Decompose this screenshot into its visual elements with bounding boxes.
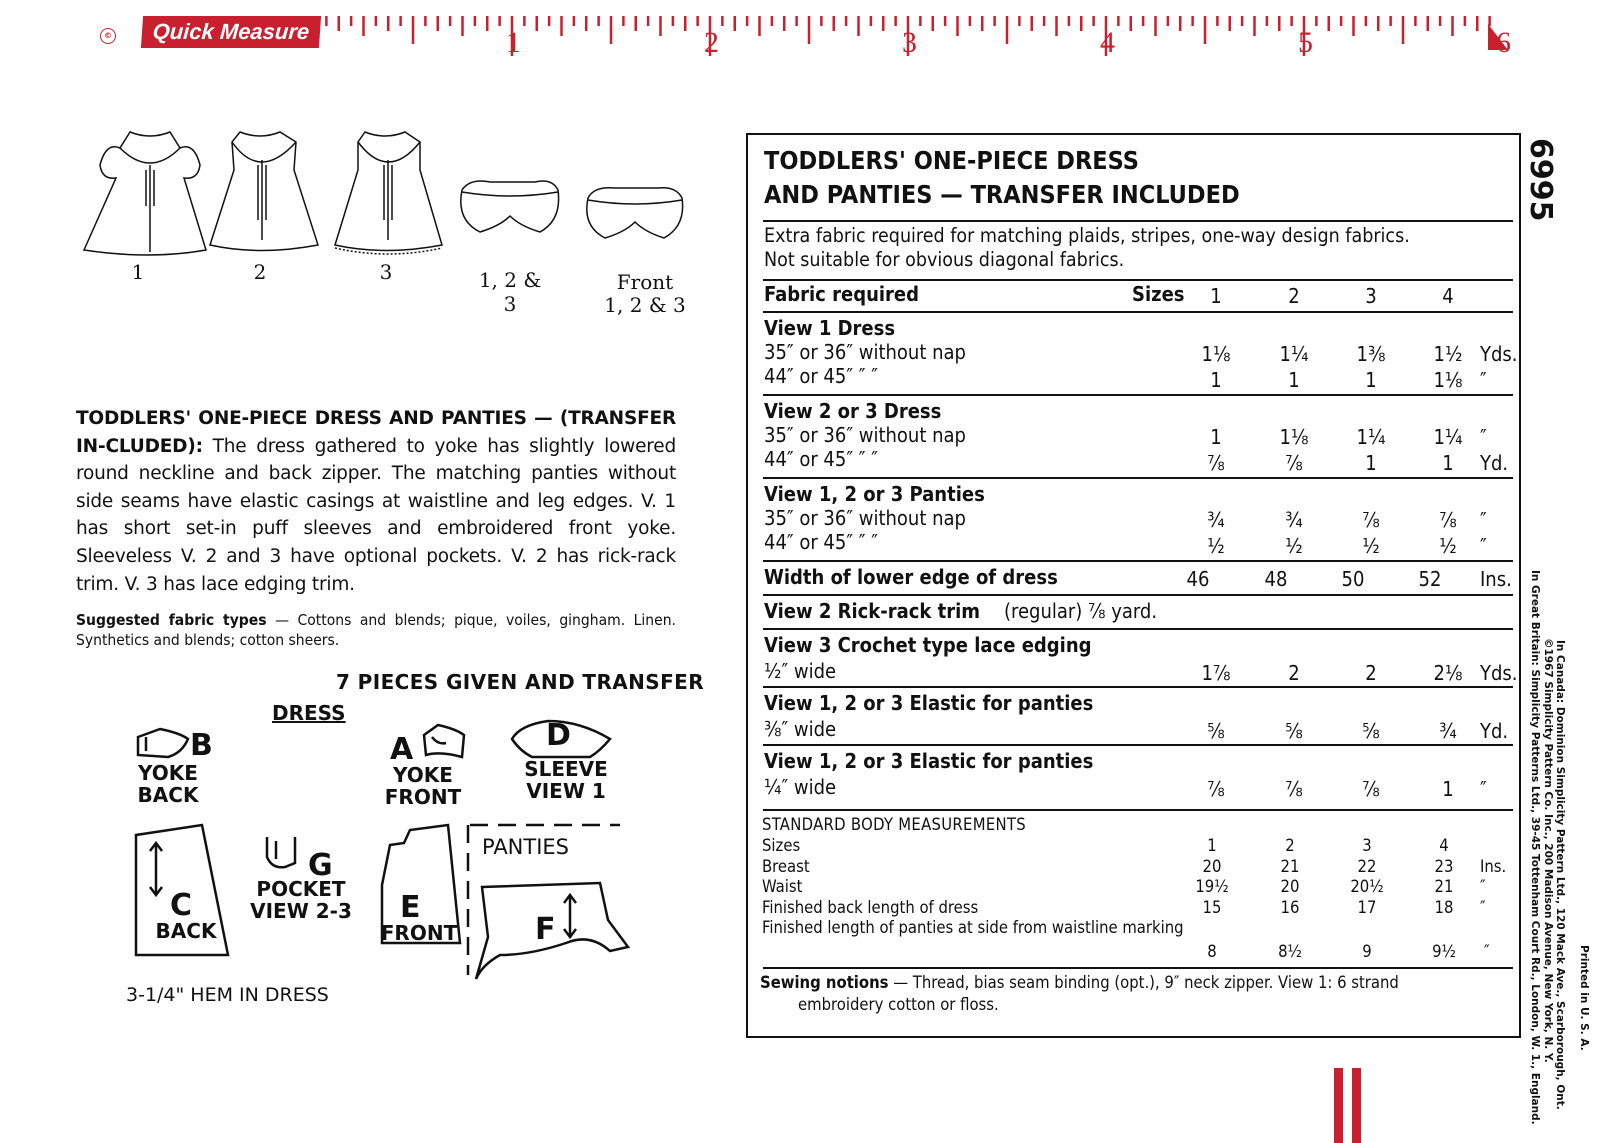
view-label-front-123: 1, 2 & 3: [604, 293, 686, 317]
waist-unit: ″: [1480, 877, 1486, 896]
lace-title: View 3 Crochet type lace edging: [764, 633, 1092, 657]
view1-35in-label: 35″ or 36″ without nap: [764, 340, 966, 364]
panties-length-unit: ″: [1484, 942, 1490, 961]
waist-size-1: 19½: [1195, 877, 1229, 896]
panties-35in-unit: ″: [1480, 508, 1487, 532]
view23-35in-size-3: 1¼: [1356, 425, 1386, 449]
piece-e-letter: E: [400, 890, 421, 925]
description-body: The dress gathered to yoke has slightly lowered round neckline and back zipper. The matching panties without side seams have elastic casings at waistline and leg edges. V. 1 has short set-in puff sleeves and embroidered front yoke. Sleeveless V. 2 and 3 have optional pockets. V. 2 has rick-rack trim. V. 3 has lace edging trim.: [76, 435, 676, 595]
view23-35in-size-4: 1¼: [1433, 425, 1463, 449]
note-line-1: Extra fabric required for matching plaids, stripes, one-way design fabrics.: [764, 224, 1410, 247]
note-line-2: Not suitable for obvious diagonal fabrics.: [764, 248, 1125, 271]
view1-44in-size-1: 1: [1210, 368, 1222, 392]
description-title: TODDLERS' ONE-PIECE DRESS AND PANTIES — (TRANSFER IN-CLUDED):: [76, 408, 676, 457]
width-size-2: 48: [1264, 567, 1288, 591]
fabric-types: [76, 610, 676, 650]
view23-44in-size-1: ⅞: [1207, 451, 1225, 475]
width-label: Width of lower edge of dress: [764, 565, 1058, 589]
dress-label: DRESS: [272, 701, 346, 725]
waist-size-3: 20½: [1350, 877, 1384, 896]
rick-rack-label: View 2 Rick-rack trim: [764, 599, 981, 623]
lace-size-4: 2⅛: [1433, 661, 1463, 685]
dress-view-1-sketch: [84, 132, 206, 255]
piece-g-shape: [267, 837, 295, 867]
breast-label: Breast: [762, 856, 810, 876]
panties-35in-size-4: ⅞: [1439, 508, 1457, 532]
lace-width: ½″ wide: [764, 659, 837, 683]
view23-35in-size-2: 1⅛: [1279, 425, 1309, 449]
sewing-notions-line-2: embroidery cotton or floss.: [798, 995, 999, 1014]
view-sketches: [70, 120, 710, 270]
elastic-14-title: View 1, 2 or 3 Elastic for panties: [764, 749, 1094, 773]
elastic-38-width: ⅜″ wide: [764, 717, 837, 741]
sizes-label: Sizes: [1132, 282, 1185, 306]
piece-b-label: YOKE BACK: [137, 761, 199, 807]
view1-35in-size-2: 1¼: [1279, 342, 1309, 366]
size-1: 1: [1210, 284, 1222, 308]
panties-44in-size-1: ½: [1207, 534, 1225, 558]
width-size-3: 50: [1341, 567, 1365, 591]
ruler-inch-5: 5: [1298, 26, 1313, 59]
piece-d-label: SLEEVE VIEW 1: [524, 757, 608, 803]
view-label-2: 2: [253, 260, 267, 284]
elastic-38-title: View 1, 2 or 3 Elastic for panties: [764, 691, 1094, 715]
pattern-number: 6995: [1523, 138, 1558, 222]
view23-44in-size-3: 1: [1365, 451, 1377, 475]
view23-title: View 2 or 3 Dress: [764, 399, 942, 423]
panties-44in-unit: ″: [1480, 534, 1487, 558]
std-title: STANDARD BODY MEASUREMENTS: [762, 815, 1027, 834]
dress-view-2-sketch: [210, 132, 318, 251]
ruler: [320, 10, 1540, 62]
piece-f-letter: F: [535, 912, 556, 947]
lace-unit: Yds.: [1480, 661, 1518, 685]
lace-size-3: 2: [1365, 661, 1377, 685]
panties-44in-size-3: ½: [1362, 534, 1380, 558]
std-sizes-size-3: 3: [1362, 836, 1372, 855]
panties-35in-size-3: ⅞: [1362, 508, 1380, 532]
std-sizes-size-1: 1: [1207, 836, 1217, 855]
piece-c-label: BACK: [155, 919, 217, 943]
back-length-unit: ″: [1480, 897, 1486, 917]
view1-44in-unit: ″: [1480, 368, 1487, 392]
panties-back-sketch: [461, 181, 559, 232]
elastic-14-width: ¼″ wide: [764, 775, 837, 799]
panties-44in-label: 44″ or 45″ ″ ″: [764, 530, 878, 554]
view-label-front: Front: [616, 270, 674, 294]
back-length-label: Finished back length of dress: [762, 897, 979, 917]
view23-44in-size-4: 1: [1442, 451, 1454, 475]
view-label-1: 1: [131, 260, 145, 284]
back-length-size-4: 18: [1434, 897, 1454, 917]
waist-size-4: 21: [1434, 877, 1454, 896]
sewing-notions: Sewing notions — Thread, bias seam binding (opt.), 9″ neck zipper. View 1: 6 strand: [760, 973, 1399, 992]
elastic-14-unit: ″: [1480, 777, 1487, 801]
breast-size-1: 20: [1202, 856, 1222, 876]
width-size-4: 52: [1418, 567, 1442, 591]
view23-35in-label: 35″ or 36″ without nap: [764, 423, 966, 447]
view23-44in-label: 44″ or 45″ ″ ″: [764, 447, 878, 471]
view1-35in-unit: Yds.: [1480, 342, 1518, 366]
std-sizes-size-4: 4: [1439, 836, 1449, 855]
size-2: 2: [1288, 284, 1300, 308]
breast-size-4: 23: [1434, 856, 1454, 876]
elastic-14-size-2: ⅞: [1285, 777, 1303, 801]
piece-a-shape: [424, 725, 464, 757]
view-label-3: 3: [379, 260, 393, 284]
breast-unit: Ins.: [1480, 856, 1507, 876]
box-title-line-2: AND PANTIES — TRANSFER INCLUDED: [764, 180, 1240, 209]
ruler-mark: ©: [100, 28, 116, 44]
size-4: 4: [1442, 284, 1454, 308]
elastic-14-size-3: ⅞: [1362, 777, 1380, 801]
pattern-description: [76, 405, 676, 598]
size-3: 3: [1365, 284, 1377, 308]
piece-b-letter: B: [190, 728, 213, 763]
std-sizes-size-2: 2: [1285, 836, 1295, 855]
panties-length-size-4: 9½: [1432, 942, 1456, 961]
elastic-38-size-2: ⅝: [1285, 719, 1303, 743]
panties-35in-label: 35″ or 36″ without nap: [764, 506, 966, 530]
fabric-types-label: Suggested fabric types: [76, 611, 267, 629]
ruler-inch-1: 1: [506, 26, 521, 59]
side-text-britain: In Great Britain: Simplicity Patterns Ltd., 39-45 Tottenham Court Rd., London, W. 1., England.: [1529, 570, 1541, 1125]
side-text-canada: In Canada: Dominion Simplicity Pattern Ltd., 120 Mack Ave., Scarborough, Ont.: [1554, 640, 1566, 1110]
piece-g-letter: G: [308, 848, 333, 883]
ruler-inch-6: 6: [1496, 26, 1511, 59]
waist-size-2: 20: [1280, 877, 1300, 896]
side-text-printed: Printed in U. S. A.: [1578, 945, 1590, 1051]
view23-44in-unit: Yd.: [1480, 451, 1509, 475]
dress-view-3-sketch: [335, 132, 442, 254]
view1-35in-size-3: 1⅜: [1356, 342, 1386, 366]
back-length-size-2: 16: [1280, 897, 1300, 917]
panties-length-size-2: 8½: [1278, 942, 1302, 961]
piece-c-letter: C: [170, 888, 193, 923]
view1-44in-size-3: 1: [1365, 368, 1377, 392]
view1-title: View 1 Dress: [764, 316, 896, 340]
piece-d-letter: D: [546, 718, 571, 753]
width-unit: Ins.: [1480, 567, 1512, 591]
breast-size-3: 22: [1357, 856, 1377, 876]
view1-44in-size-4: 1⅛: [1433, 368, 1463, 392]
hem-note: 3-1/4" HEM IN DRESS: [126, 984, 329, 1006]
view23-35in-size-1: 1: [1210, 425, 1222, 449]
panties-label: PANTIES: [482, 835, 570, 859]
panties-length-label: Finished length of panties at side from waistline marking: [762, 918, 1184, 937]
view-label-123: 1, 2 & 3: [478, 268, 542, 316]
elastic-38-size-3: ⅝: [1362, 719, 1380, 743]
back-length-size-1: 15: [1202, 897, 1222, 917]
elastic-38-size-4: ¾: [1439, 719, 1457, 743]
fabric-types-text: — Cottons and blends; pique, voiles, gingham. Linen. Synthetics and blends; cotton sheers.: [76, 611, 676, 649]
lace-size-1: 1⅞: [1201, 661, 1231, 685]
panties-35in-size-1: ¾: [1207, 508, 1225, 532]
panties-35in-size-2: ¾: [1285, 508, 1303, 532]
fabric-required-label: Fabric required: [764, 282, 920, 306]
breast-size-2: 21: [1280, 856, 1300, 876]
red-bar-left: [1334, 1068, 1343, 1143]
elastic-38-unit: Yd.: [1480, 719, 1509, 743]
view1-35in-size-1: 1⅛: [1201, 342, 1231, 366]
width-size-1: 46: [1186, 567, 1210, 591]
piece-g-label: POCKET VIEW 2-3: [250, 877, 352, 923]
ruler-inch-4: 4: [1100, 26, 1115, 59]
std-sizes-label: Sizes: [762, 836, 801, 855]
view1-44in-label: 44″ or 45″ ″ ″: [764, 364, 878, 388]
panties-44in-size-2: ½: [1285, 534, 1303, 558]
panties-length-size-3: 9: [1362, 942, 1372, 961]
elastic-14-size-4: 1: [1442, 777, 1454, 801]
quick-measure-logo: Quick Measure: [141, 16, 321, 48]
lace-size-2: 2: [1288, 661, 1300, 685]
view23-35in-unit: ″: [1480, 425, 1487, 449]
panties-length-size-1: 8: [1207, 942, 1217, 961]
elastic-38-size-1: ⅝: [1207, 719, 1225, 743]
waist-label: Waist: [762, 877, 803, 896]
side-text-copyright: ©1967 Simplicity Pattern Co. Inc., 200 Madison Avenue, New York, N. Y.: [1542, 638, 1554, 1063]
view1-44in-size-2: 1: [1288, 368, 1300, 392]
pieces-header: 7 PIECES GIVEN AND TRANSFER: [336, 670, 705, 694]
ruler-inch-2: 2: [704, 26, 719, 59]
piece-a-label: YOKE FRONT: [384, 763, 462, 809]
ruler-inch-3: 3: [902, 26, 917, 59]
view23-44in-size-2: ⅞: [1285, 451, 1303, 475]
panties-title: View 1, 2 or 3 Panties: [764, 482, 985, 506]
piece-e-label: FRONT: [380, 921, 458, 945]
back-length-size-3: 17: [1357, 897, 1377, 917]
elastic-14-size-1: ⅞: [1207, 777, 1225, 801]
panties-44in-size-4: ½: [1439, 534, 1457, 558]
piece-a-letter: A: [390, 732, 414, 767]
rick-rack-note: (regular) ⅞ yard.: [1004, 599, 1158, 623]
panties-front-sketch: [587, 188, 683, 238]
box-title-line-1: TODDLERS' ONE-PIECE DRESS: [764, 146, 1139, 175]
red-bar-right: [1352, 1068, 1361, 1143]
view1-35in-size-4: 1½: [1433, 342, 1463, 366]
